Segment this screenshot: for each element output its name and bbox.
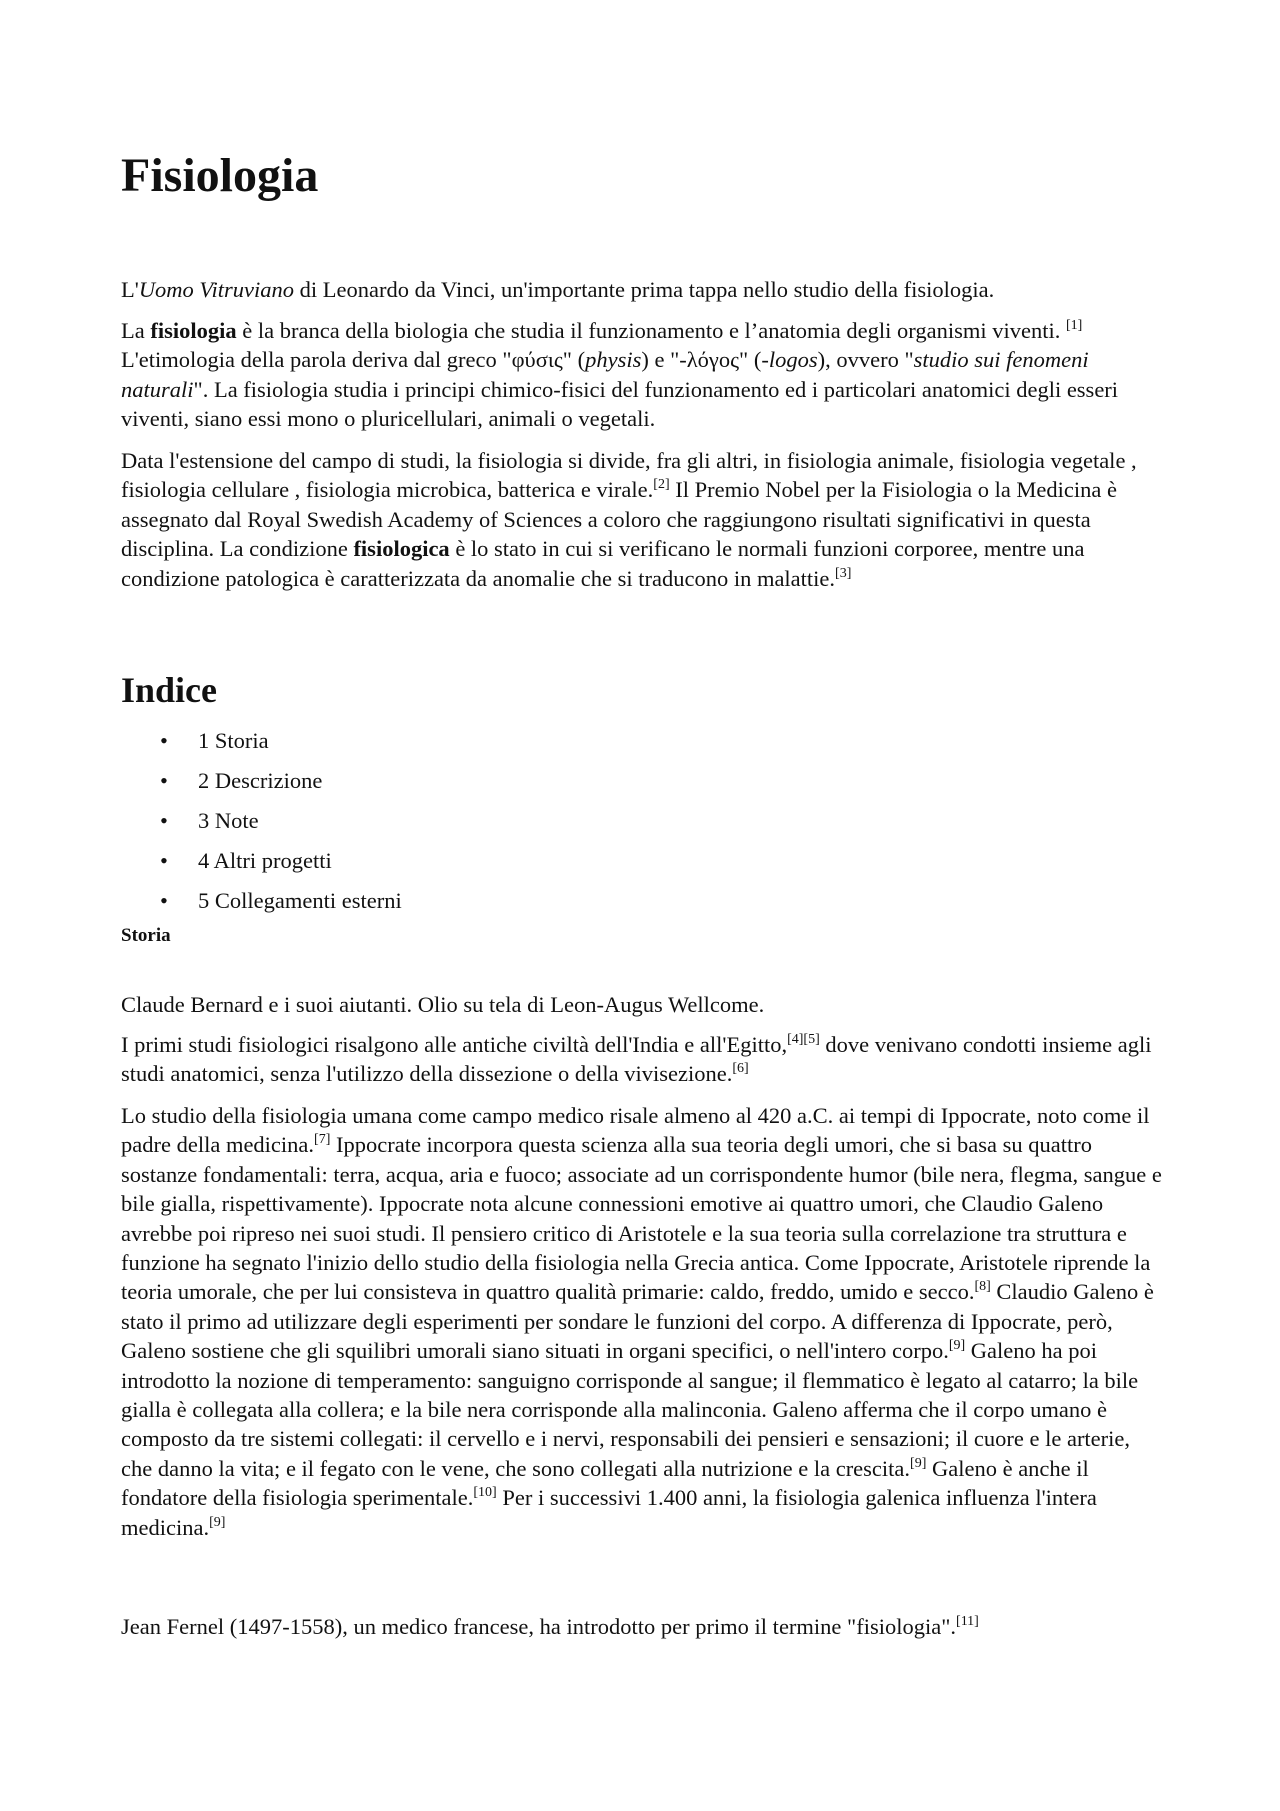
reference-link[interactable]: [10] <box>473 1485 497 1501</box>
paragraph-text: Galeno ha poi introdotto la nozione di temperamento: sanguigno corrisponde al sangue; il flemmatico è legato al catarro; la bile gialla è collegata alla collera; e la bile nera corrisponde alla malinconia. Galeno afferma che il corpo umano è composto da tre sistemi collegati: il cervello e i nervi, responsabili dei pensieri e sensazioni; il cuore e le arterie, che danno la vita; e il fegato con le vene, che sono collegati alla nutrizione e la crescita. <box>121 1338 1139 1481</box>
bold-term: fisiologica <box>353 536 450 562</box>
bullet-icon: • <box>160 808 168 833</box>
paragraph-text: Per i successivi 1.400 anni, la fisiologia galenica influenza l'intera medicina. <box>121 1485 1097 1540</box>
image-caption-vitruvian <box>121 275 1166 304</box>
toc-item-label: 1 Storia <box>198 728 269 753</box>
toc-item-label: 4 Altri progetti <box>198 848 332 873</box>
storia-paragraph-1 <box>121 1030 1166 1089</box>
paragraph-text: Il Premio Nobel per la Fisiologia o la Medicina è assegnato dal Royal Swedish Academy of Sciences a coloro che raggiungono risultati significativi in questa disciplina. La condizione <box>121 477 1118 562</box>
bullet-icon: • <box>160 768 168 793</box>
storia-paragraph-2 <box>121 1101 1166 1542</box>
reference-link[interactable]: [9] <box>948 1338 966 1354</box>
paragraph-text: Lo studio della fisiologia umana come campo medico risale almeno al 420 a.C. ai tempi di Ippocrate, noto come il padre della medicina. <box>121 1103 1150 1158</box>
table-of-contents <box>121 726 402 926</box>
reference-link[interactable]: [7] <box>314 1132 331 1148</box>
paragraph-text: ". La fisiologia studia i principi chimico-fisici del funzionamento ed i particolari anatomici degli esseri viventi, siano essi mono o pluricellulari, animali o vegetali. <box>121 376 1119 432</box>
paragraph-text: La <box>121 318 151 343</box>
bullet-icon: • <box>160 848 168 873</box>
reference-link[interactable]: [11] <box>956 1614 979 1629</box>
toc-item-storia[interactable] <box>121 726 402 766</box>
storia-paragraph-3 <box>121 1612 1166 1641</box>
paragraph-text: dove venivano condotti insieme agli studi anatomici, senza l'utilizzo della dissezione o della vivisezione. <box>121 1032 1152 1087</box>
paragraph-text: Galeno è anche il fondatore della fisiologia sperimentale. <box>121 1455 1089 1511</box>
page-title: Fisiologia <box>121 149 319 202</box>
italic-term: studio sui fenomeni naturali <box>121 347 1089 402</box>
paragraph-text: ), ovvero " <box>817 347 914 373</box>
paragraph-text: Data l'estensione del campo di studi, la fisiologia si divide, fra gli altri, in fisiologia animale, fisiologia vegetale , fisiologia cellulare , fisiologia microbica, batterica e virale. <box>121 448 1137 503</box>
intro-paragraph-1 <box>121 316 1166 434</box>
toc-item-altri-progetti[interactable] <box>121 846 402 886</box>
reference-link[interactable]: [1] <box>1065 318 1083 333</box>
image-caption-bernard: Claude Bernard e i suoi aiutanti. Olio su tela di Leon-Augus Wellcome. <box>121 992 765 1017</box>
reference-link[interactable]: [5] <box>803 1032 820 1047</box>
reference-link[interactable]: [3] <box>835 565 852 581</box>
section-heading-storia: Storia <box>121 925 171 946</box>
reference-link[interactable]: [8] <box>974 1279 991 1295</box>
paragraph-text: Ippocrate incorpora questa scienza alla sua teoria degli umori, che si basa su quattro sostanze fondamentali: terra, acqua, aria e fuoco; associate ad un corrispondente humor (bile nera, flegma, sangue e bile gialla, rispettivamente). Ippocrate nota alcune connessioni emotive ai quattro umori, che Claudio Galeno avrebbe poi ripreso nei suoi studi. Il pensiero critico di Aristotele e la sua teoria sulla correlazione tra struttura e funzione ha segnato l'inizio dello studio della fisiologia nella Grecia antica. Come Ippocrate, Aristotele riprende la teoria umorale, che per lui consisteva in quattro qualità primarie: caldo, freddo, umido e secco. <box>121 1132 1162 1305</box>
caption-text: L' <box>121 277 139 302</box>
reference-link[interactable]: [4] <box>787 1032 804 1047</box>
italic-term: physis <box>585 347 642 373</box>
caption-text: di Leonardo da Vinci, un'importante prima tappa nello studio della fisiologia. <box>294 277 995 302</box>
bold-term: fisiologia <box>150 318 237 343</box>
paragraph-text: è la branca della biologia che studia il funzionamento e l’anatomia degli organismi viventi. <box>236 318 1066 343</box>
intro-paragraph-2 <box>121 446 1166 593</box>
paragraph-text: I primi studi fisiologici risalgono alle antiche civiltà dell'India e all'Egitto, <box>121 1032 788 1057</box>
caption-italic-title: Uomo Vitruviano <box>138 277 295 302</box>
toc-item-collegamenti-esterni[interactable] <box>121 886 402 926</box>
toc-item-note[interactable] <box>121 806 402 846</box>
toc-heading: Indice <box>121 670 218 710</box>
italic-term: -logos <box>761 347 818 373</box>
paragraph-text: è lo stato in cui si verificano le normali funzioni corporee, mentre una condizione patologica è caratterizzata da anomalie che si traducono in malattie. <box>121 536 1085 591</box>
toc-item-label: 5 Collegamenti esterni <box>198 888 402 913</box>
paragraph-text: ) e "-λόγος" ( <box>641 347 762 373</box>
reference-link[interactable]: [9] <box>910 1455 927 1471</box>
toc-item-label: 3 Note <box>198 808 259 833</box>
paragraph-text: L'etimologia della parola deriva dal greco "φύσις" ( <box>121 347 586 373</box>
reference-link[interactable]: [6] <box>732 1061 749 1077</box>
reference-link[interactable]: [9] <box>209 1514 226 1530</box>
toc-item-label: 2 Descrizione <box>198 768 323 793</box>
bullet-icon: • <box>160 728 168 753</box>
bullet-icon: • <box>160 888 168 913</box>
paragraph-text: Claudio Galeno è stato il primo ad utilizzare degli esperimenti per sondare le funzioni del corpo. A differenza di Ippocrate, però, Galeno sostiene che gli squilibri umorali siano situati in organi specifici, o nell'intero corpo. <box>121 1279 1154 1364</box>
reference-link[interactable]: [2] <box>653 477 670 493</box>
toc-item-descrizione[interactable] <box>121 766 402 806</box>
paragraph-text: Jean Fernel (1497-1558), un medico francese, ha introdotto per primo il termine "fisiologia". <box>121 1614 957 1639</box>
